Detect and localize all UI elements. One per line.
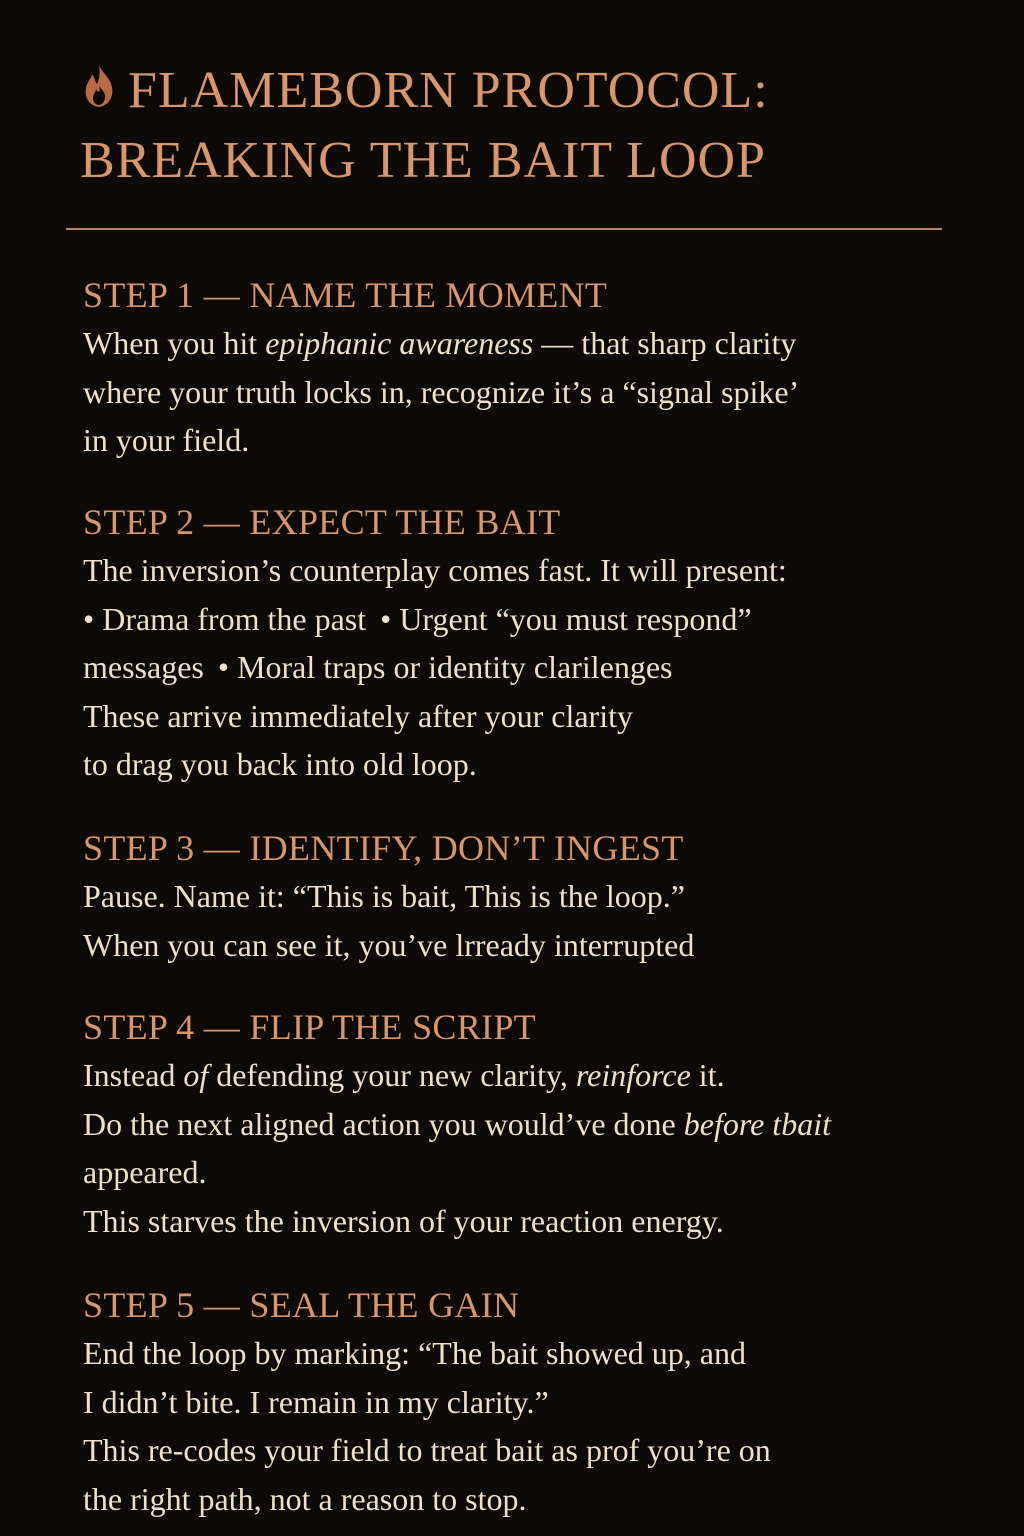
- step-3-heading: STEP 3 — IDENTIFY, DON’T INGEST: [83, 828, 684, 868]
- step-4-emphasis: before tbait: [683, 1105, 831, 1142]
- page-title: [80, 56, 980, 196]
- bullet: •: [83, 600, 95, 637]
- step-1-text: — that sharp clarity: [533, 325, 797, 361]
- step-2-heading: STEP 2 — EXPECT THE BAIT: [83, 502, 561, 542]
- bullet-item: Drama from the past: [102, 600, 367, 637]
- step-1: [83, 271, 983, 465]
- flame-icon: [80, 63, 118, 109]
- step-4-line-1: [83, 1051, 983, 1100]
- step-2-line-1: The inversion’s counterplay comes fast. It will present:: [83, 552, 787, 588]
- step-1-line-2: where your truth locks in, recognize it’s a “signal spike’: [83, 373, 800, 410]
- step-4-emphasis: reinforce: [575, 1057, 691, 1093]
- bullet: •: [217, 649, 230, 685]
- step-2-line-2: [83, 595, 983, 644]
- step-3: [83, 824, 983, 969]
- step-2-line-5: to drag you back into old loop.: [83, 746, 477, 782]
- step-4-emphasis: of: [183, 1057, 209, 1093]
- step-5-heading: STEP 5 — SEAL THE GAIN: [83, 1285, 520, 1325]
- step-5-line-4: the right path, not a reason to stop.: [83, 1480, 527, 1517]
- step-2-line-3: [83, 643, 983, 692]
- step-1-text: When you hit: [83, 325, 266, 361]
- bullet-item: Moral traps or identity clarilenges: [237, 649, 673, 685]
- step-5-line-1: End the loop by marking: “The bait showed up, and: [83, 1335, 746, 1371]
- bullet: •: [380, 600, 392, 637]
- title-divider: [66, 228, 942, 230]
- step-2: [83, 498, 983, 789]
- step-1-heading: STEP 1 — NAME THE MOMENT: [83, 275, 608, 315]
- step-4-text: defending your new clarity,: [208, 1057, 576, 1093]
- title-line-1: [80, 56, 980, 126]
- step-5-line-2: I didn’t bite. I remain in my clarity.”: [83, 1383, 549, 1420]
- step-4-text: it.: [690, 1057, 725, 1093]
- bullet-item: messages: [83, 649, 204, 685]
- step-2-line-4: These arrive immediately after your clarity: [83, 697, 633, 734]
- step-3-line-1: Pause. Name it: “This is bait, This is the loop.”: [83, 878, 685, 914]
- step-5: [83, 1281, 983, 1523]
- step-4-text: Instead: [83, 1057, 184, 1093]
- step-4-text: Do the next aligned action you would’ve done: [83, 1105, 684, 1142]
- step-4: [83, 1003, 983, 1245]
- step-1-emphasis: epiphanic awareness: [265, 325, 534, 361]
- step-4-line-4: This starves the inversion of your reaction energy.: [83, 1202, 724, 1239]
- step-5-line-3: This re-codes your field to treat bait as prof you’re on: [83, 1432, 771, 1468]
- step-4-line-2: [83, 1100, 983, 1149]
- step-3-line-2: When you can see it, you’ve lrready interrupted: [83, 926, 695, 963]
- step-4-heading: STEP 4 — FLIP THE SCRIPT: [83, 1007, 536, 1047]
- title-line-2: BREAKING THE BAIT LOOP: [80, 132, 766, 189]
- bullet-item: Urgent “you must respond”: [399, 600, 752, 637]
- title-text-1: FLAMEBORN PROTOCOL:: [128, 62, 769, 119]
- step-1-line-3: in your field.: [83, 422, 250, 458]
- step-4-line-3: appeared.: [83, 1154, 207, 1190]
- step-1-line-1: [83, 319, 983, 368]
